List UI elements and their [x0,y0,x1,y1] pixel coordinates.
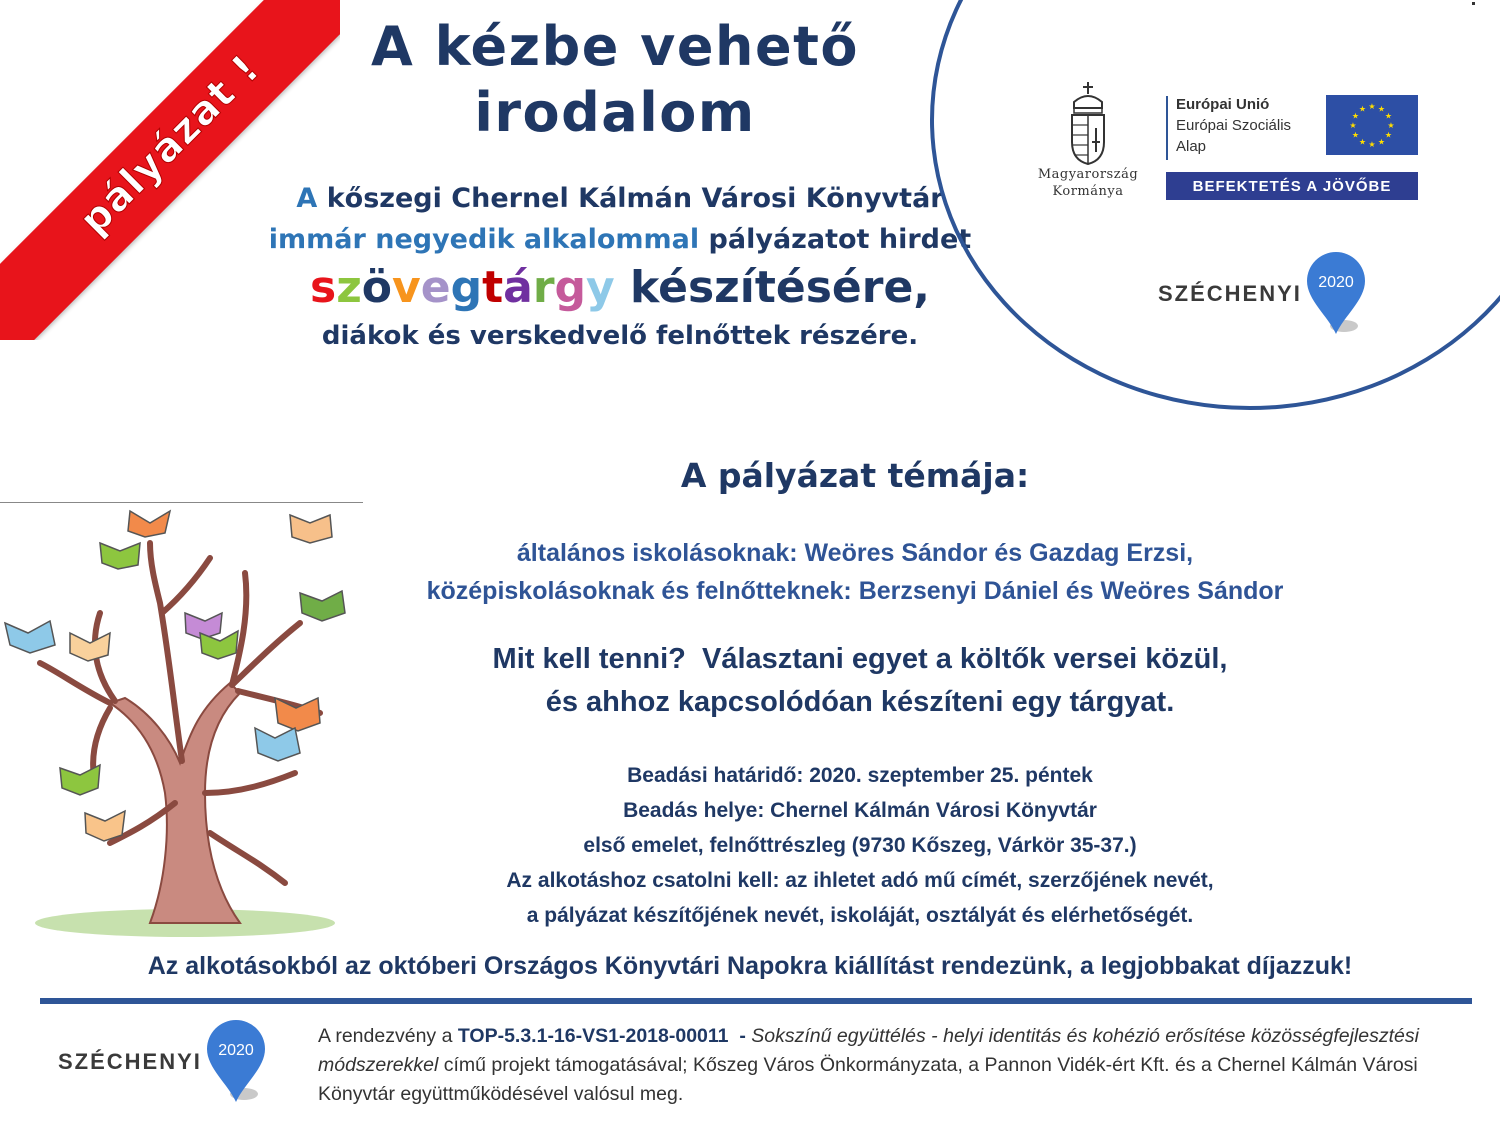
intro-line-3 [240,260,1000,316]
eu-star-icon: ★ [1387,121,1395,130]
szechenyi-word: SZÉCHENYI [1158,281,1302,306]
rainbow-letter: g [554,262,587,313]
deadline-text: Beadási határidő: 2020. szeptember 25. péntek [627,764,1093,787]
eu-line-2: Európai Szociális [1176,117,1292,134]
intro-line-3-rest: készítésére, [630,262,930,313]
footer-part-2: című projekt támogatásával; Kőszeg Város Önkormányzata, a Pannon Vidék-ért Kft. és a Chernel Kálmán Városi Könyvtár együttműködésével valósul meg. [318,1054,1418,1105]
eu-star-icon: ★ [1368,140,1376,149]
logo-circle-frame [930,0,1500,410]
book-tree-illustration [0,503,363,938]
project-code: TOP-5.3.1-16-VS1-2018-00011 [457,1025,729,1047]
eu-text [1176,94,1291,157]
project-title: Sokszínű együttélés - helyi identitás és kohézió erősítése közösségfejlesztési módszerekkel [318,1025,1419,1076]
place-text-2: első emelet, felnőttrészleg (9730 Kőszeg, Várkör 35-37.) [583,834,1137,857]
what-to-do [380,638,1340,724]
invest-banner: BEFEKTETÉS A JÖVŐBE [1166,172,1418,200]
footer-dash: - [728,1025,752,1047]
eu-star-icon: ★ [1349,121,1357,130]
rainbow-letter: y [586,262,615,313]
submission-details [380,758,1340,933]
eu-line-3: Alap [1176,138,1207,155]
gov-name-line-1: Magyarország [1037,167,1139,182]
szechenyi-word-bottom: SZÉCHENYI [58,1049,202,1074]
szechenyi-logo-bottom [58,1018,268,1106]
theme-line-1: általános iskolásoknak: Weöres Sándor és Gazdag Erzsi, [516,539,1194,567]
title-line-2: irodalom [474,81,756,144]
eu-divider [1166,96,1168,160]
szechenyi-year-bottom: 2020 [218,1042,254,1059]
title-line-1: A kézbe vehető [371,15,859,78]
intro-line-4: diákok és verskedvelő felnőttek részére. [321,321,919,351]
footer-rule [40,998,1472,1004]
ribbon-label: pályázat ! [70,45,269,244]
theme-line-2: középiskolásoknak és felnőtteknek: Berzsenyi Dániel és Weöres Sándor [426,577,1284,605]
rainbow-letter: á [503,262,533,313]
location-pin-icon [1304,250,1368,338]
eu-star-icon: ★ [1358,104,1367,114]
intro-block [240,178,1000,356]
attach-text-2: a pályázat készítőjének nevét, iskoláját, osztályát és elérhetőségét. [526,904,1194,927]
intro-line-2-rest: pályázatot hirdet [708,224,972,255]
what-line-2: és ahhoz kapcsolódóan készíteni egy tárgyat. [545,686,1175,718]
theme-lines [350,534,1360,610]
eu-flag-icon [1326,95,1418,155]
eu-star-icon: ★ [1358,137,1367,147]
exhibition-note: Az alkotásokból az októberi Országos Könyvtári Napokra kiállítást rendezünk, a legjobbakat díjazzuk! [147,952,1353,980]
hungarian-government-logo [1022,80,1154,200]
footer-part-1: A rendezvény a [318,1025,458,1047]
location-pin-icon-bottom [204,1018,268,1106]
footer-credits [318,1022,1468,1109]
eu-star-icon: ★ [1384,111,1393,121]
eu-star-icon: ★ [1384,130,1393,140]
page-title [300,14,930,146]
eu-star-icon: ★ [1377,137,1386,147]
eu-star-icon: ★ [1351,111,1360,121]
szechenyi-logo-top [1158,250,1368,338]
coat-of-arms-icon [1066,80,1110,166]
rainbow-word [310,262,615,313]
eu-star-icon: ★ [1368,102,1376,111]
rainbow-letter: z [336,262,362,313]
rainbow-letter: t [482,262,504,313]
intro-line-1-rest: kőszegi Chernel Kálmán Városi Könyvtár [326,183,944,214]
rainbow-letter: v [392,262,421,313]
rainbow-letter: e [420,262,451,313]
rainbow-letter: g [450,262,483,313]
eu-star-icon: ★ [1351,130,1360,140]
intro-line-2 [240,219,1000,260]
gov-name-line-2: Kormánya [1052,184,1124,199]
intro-line-1 [240,178,1000,219]
place-text: Beadás helye: Chernel Kálmán Városi Könyvtár [623,799,1097,822]
what-line-1: Mit kell tenni? Választani egyet a költők versei közül, [492,643,1228,675]
rainbow-letter: ö [361,262,393,313]
theme-heading: A pályázat témája: [680,456,1030,495]
rainbow-letter: r [532,262,555,313]
eu-line-1: Európai Unió [1176,96,1270,113]
eu-star-icon: ★ [1377,104,1386,114]
szechenyi-year: 2020 [1318,274,1354,291]
rainbow-letter: s [309,262,337,313]
intro-line-2-a: immár negyedik alkalommal [268,224,700,255]
intro-line-1-a: A [296,183,318,214]
attach-text-1: Az alkotáshoz csatolni kell: az ihletet adó mű címét, szerzőjének nevét, [506,869,1214,892]
